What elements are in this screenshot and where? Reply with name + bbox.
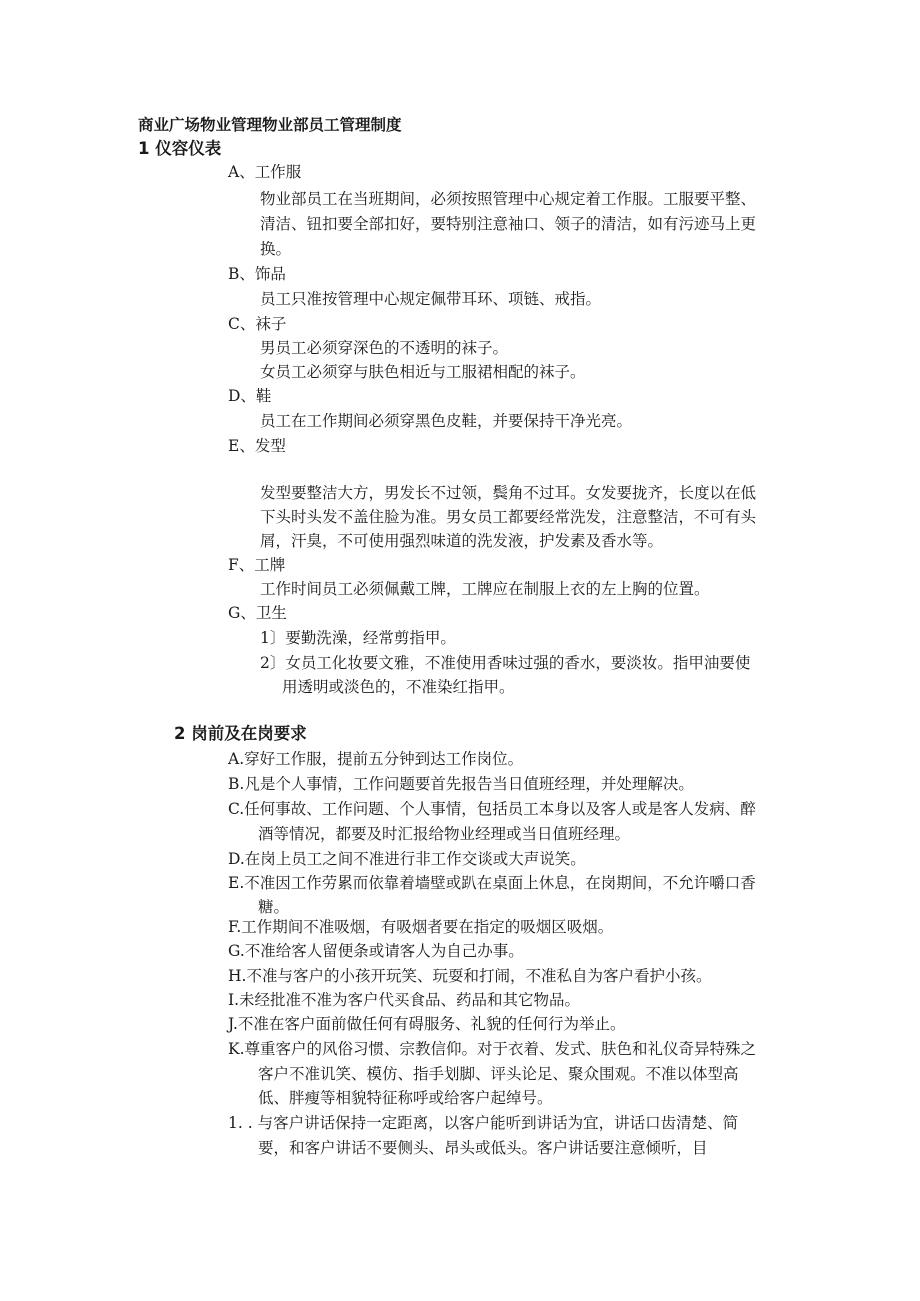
paragraph-line: 换。 (260, 240, 292, 258)
list-item-continuation: 低、胖瘦等相貌特征称呼或给客户起绰号。 (258, 1089, 553, 1107)
list-item: 1. . 与客户讲话保持一定距离，以客户能听到讲话为宜，讲话口齿清楚、简 (228, 1114, 739, 1132)
list-item: A.穿好工作服，提前五分钟到达工作岗位。 (228, 750, 524, 768)
section-heading: 1 仪容仪表 (138, 139, 222, 158)
subsection-heading: F、工牌 (228, 556, 286, 574)
list-item: J.不准在客户面前做任何有碍服务、礼貌的任何行为举止。 (228, 1015, 626, 1033)
section-heading: 2 岗前及在岗要求 (174, 724, 307, 743)
subsection-heading: G、卫生 (228, 604, 287, 622)
subsection-heading: D、鞋 (228, 387, 272, 405)
subsection-heading: B、饰品 (228, 265, 286, 283)
subsection-heading: C、袜子 (228, 315, 287, 333)
paragraph-line: 发型要整洁大方，男发长不过领，鬓角不过耳。女发要拢齐，长度以在低 (260, 484, 757, 502)
list-item-continuation: 要，和客户讲话不要侧头、昂头或低头。客户讲话要注意倾听，目 (258, 1139, 708, 1157)
paragraph-line: 女员工必须穿与肤色相近与工服裙相配的袜子。 (260, 363, 586, 381)
list-item: I.未经批准不准为客户代买食品、药品和其它物品。 (228, 991, 581, 1009)
subsection-heading: A、工作服 (228, 163, 302, 181)
paragraph-line: 屑，汗臭，不可使用强烈味道的洗发液，护发素及香水等。 (260, 532, 664, 550)
list-item-continuation: 酒等情况，都要及时汇报给物业经理或当日值班经理。 (258, 825, 631, 843)
list-item: D.在岗上员工之间不准进行非工作交谈或大声说笑。 (228, 850, 586, 868)
paragraph-line: 下头时头发不盖住脸为准。男女员工都要经常洗发，注意整洁，不可有头 (260, 508, 757, 526)
paragraph-line: 男员工必须穿深色的不透明的袜子。 (260, 339, 509, 357)
paragraph-line: 物业部员工在当班期间，必须按照管理中心规定着工作服。工服要平整、 (260, 190, 757, 208)
paragraph-line: 用透明或淡色的，不准染红指甲。 (282, 678, 515, 696)
paragraph-line: 1〕要勤洗澡，经常剪指甲。 (260, 629, 456, 647)
list-item: H.不准与客户的小孩开玩笑、玩耍和打闹，不准私自为客户看护小孩。 (228, 967, 712, 985)
list-item-continuation: 糖。 (258, 898, 290, 916)
paragraph-line: 工作时间员工必须佩戴工牌，工牌应在制服上衣的左上胸的位置。 (260, 580, 710, 598)
paragraph-line: 员工只准按管理中心规定佩带耳环、项链、戒指。 (260, 290, 602, 308)
paragraph-line: 清洁、钮扣要全部扣好，要特别注意袖口、领子的清洁，如有污迹马上更 (260, 215, 757, 233)
list-item: E.不准因工作劳累而依靠着墙壁或趴在桌面上休息，在岗期间，不允许嚼口香 (228, 874, 756, 892)
list-item: K.尊重客户的风俗习惯、宗教信仰。对于衣着、发式、肤色和礼仪奇异特殊之 (228, 1040, 757, 1058)
list-item-continuation: 客户不准讥笑、模仿、指手划脚、评头论足、聚众围观。不准以体型高 (258, 1065, 739, 1083)
list-item: G.不准给客人留便条或请客人为自己办事。 (228, 942, 524, 960)
document-title: 商业广场物业管理物业部员工管理制度 (138, 116, 402, 134)
list-item: F.工作期间不准吸烟，有吸烟者要在指定的吸烟区吸烟。 (228, 918, 614, 936)
subsection-heading: E、发型 (228, 437, 286, 455)
paragraph-line: 员工在工作期间必须穿黑色皮鞋，并要保持干净光亮。 (260, 412, 633, 430)
paragraph-line: 2〕女员工化妆要文雅，不准使用香味过强的香水，要淡妆。指甲油要使 (260, 654, 751, 672)
list-item: B.凡是个人事情，工作问题要首先报告当日值班经理，并处理解决。 (228, 775, 694, 793)
list-item: C.任何事故、工作问题、个人事情，包括员工本身以及客人或是客人发病、醉 (228, 800, 756, 818)
